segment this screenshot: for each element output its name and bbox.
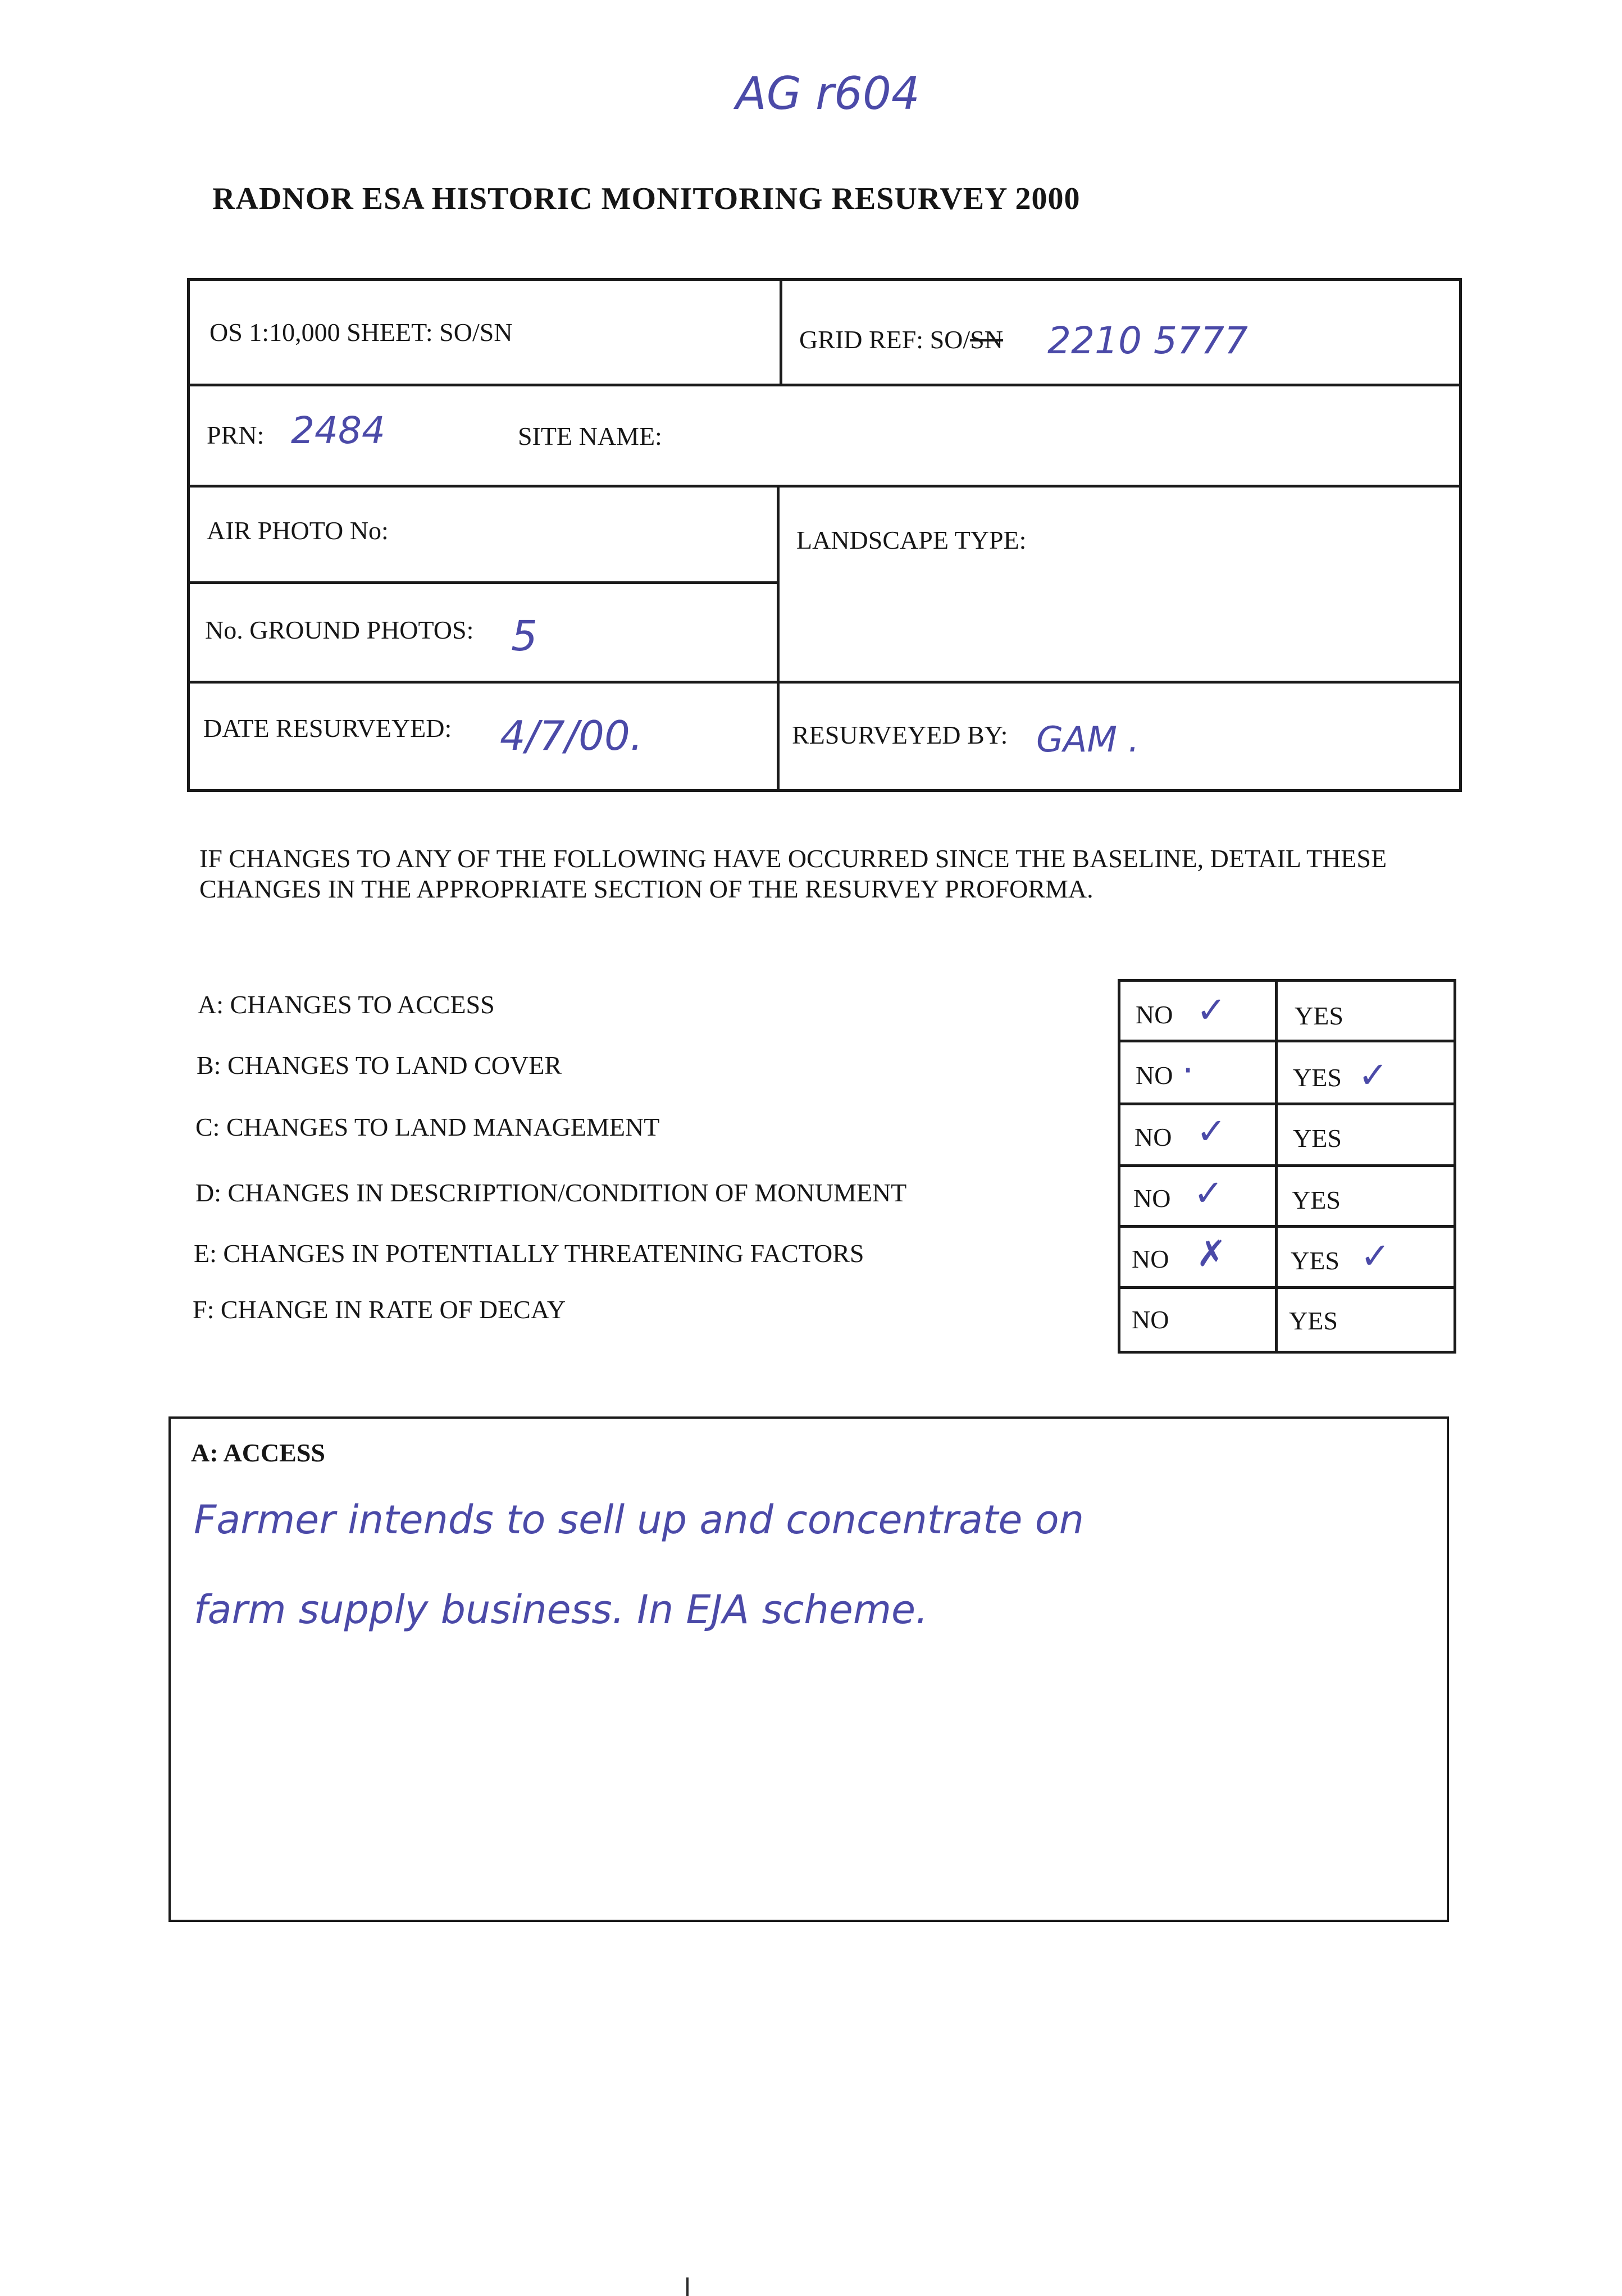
yes-no-row-divider	[1118, 1286, 1456, 1289]
air-photo-label: AIR PHOTO No:	[207, 516, 389, 545]
yes-label-b: YES	[1293, 1063, 1342, 1092]
header-annotation: AG r604	[736, 67, 920, 120]
change-label-b: B: CHANGES TO LAND COVER	[197, 1051, 562, 1079]
yes-label-f: YES	[1289, 1306, 1338, 1335]
access-section-border	[168, 1416, 1449, 1922]
change-label-e: E: CHANGES IN POTENTIALLY THREATENING FACTORS	[194, 1239, 864, 1268]
prn-value: 2484	[291, 409, 385, 452]
ground-photos-value: 5	[511, 612, 538, 660]
access-notes-line-2: farm supply business. In EJA scheme.	[194, 1587, 928, 1633]
stray-mark	[686, 2277, 689, 2296]
change-label-d: D: CHANGES IN DESCRIPTION/CONDITION OF MONUMENT	[195, 1178, 907, 1207]
no-label-c: NO	[1135, 1123, 1172, 1151]
page-title: RADNOR ESA HISTORIC MONITORING RESURVEY 2000	[212, 181, 1081, 216]
change-label-a: A: CHANGES TO ACCESS	[198, 990, 495, 1019]
no-check-c: ✓	[1196, 1111, 1227, 1152]
no-label-a: NO	[1136, 1000, 1173, 1029]
column-divider	[777, 485, 780, 792]
ground-photos-label: No. GROUND PHOTOS:	[205, 616, 474, 644]
grid-ref-struck: SN	[970, 325, 1003, 354]
grid-ref-field	[799, 325, 1003, 354]
yes-no-row-divider	[1118, 1164, 1456, 1167]
grid-ref-value: 2210 5777	[1047, 319, 1248, 362]
prn-label: PRN:	[207, 421, 265, 449]
row-divider	[187, 681, 1462, 684]
landscape-type-label: LANDSCAPE TYPE:	[796, 526, 1027, 554]
no-label-f: NO	[1132, 1305, 1169, 1334]
yes-no-row-divider	[1118, 1225, 1456, 1228]
access-notes-line-1: Farmer intends to sell up and concentrate on	[194, 1497, 1084, 1543]
yes-label-e: YES	[1291, 1246, 1339, 1275]
date-resurveyed-label: DATE RESURVEYED:	[203, 714, 452, 742]
change-label-c: C: CHANGES TO LAND MANAGEMENT	[195, 1113, 660, 1141]
yes-label-d: YES	[1292, 1186, 1341, 1214]
column-divider	[780, 278, 782, 384]
no-check-b: ·	[1182, 1050, 1194, 1092]
grid-ref-label: GRID REF: SO/	[799, 325, 971, 354]
no-check-a: ✓	[1196, 990, 1227, 1031]
no-label-d: NO	[1133, 1184, 1171, 1213]
os-sheet-label: OS 1:10,000 SHEET: SO/SN	[209, 318, 513, 347]
resurveyed-by-label: RESURVEYED BY:	[792, 721, 1008, 749]
yes-no-row-divider	[1118, 1040, 1456, 1042]
yes-check-e: ✓	[1360, 1236, 1391, 1277]
no-check-d: ✓	[1193, 1173, 1224, 1214]
yes-label-a: YES	[1295, 1001, 1343, 1030]
yes-label-c: YES	[1293, 1124, 1342, 1152]
date-resurveyed-value: 4/7/00.	[500, 712, 643, 759]
no-label-e: NO	[1132, 1245, 1169, 1273]
resurveyed-by-value: GAM .	[1036, 719, 1140, 760]
no-check-e: ✗	[1196, 1233, 1227, 1275]
instructions-text: IF CHANGES TO ANY OF THE FOLLOWING HAVE OCCURRED SINCE THE BASELINE, DETAIL THESE CHANGES IN THE APPROPRIATE SECTION OF THE RESURVEY PROFORMA.	[199, 844, 1387, 903]
site-name-label: SITE NAME:	[518, 422, 662, 450]
row-divider	[187, 581, 777, 584]
no-label-b: NO	[1136, 1061, 1173, 1090]
yes-check-b: ✓	[1358, 1055, 1388, 1096]
change-label-f: F: CHANGE IN RATE OF DECAY	[193, 1295, 566, 1324]
row-divider	[187, 384, 1462, 386]
row-divider	[187, 485, 1462, 488]
access-heading: A: ACCESS	[191, 1438, 326, 1467]
yes-no-row-divider	[1118, 1103, 1456, 1105]
